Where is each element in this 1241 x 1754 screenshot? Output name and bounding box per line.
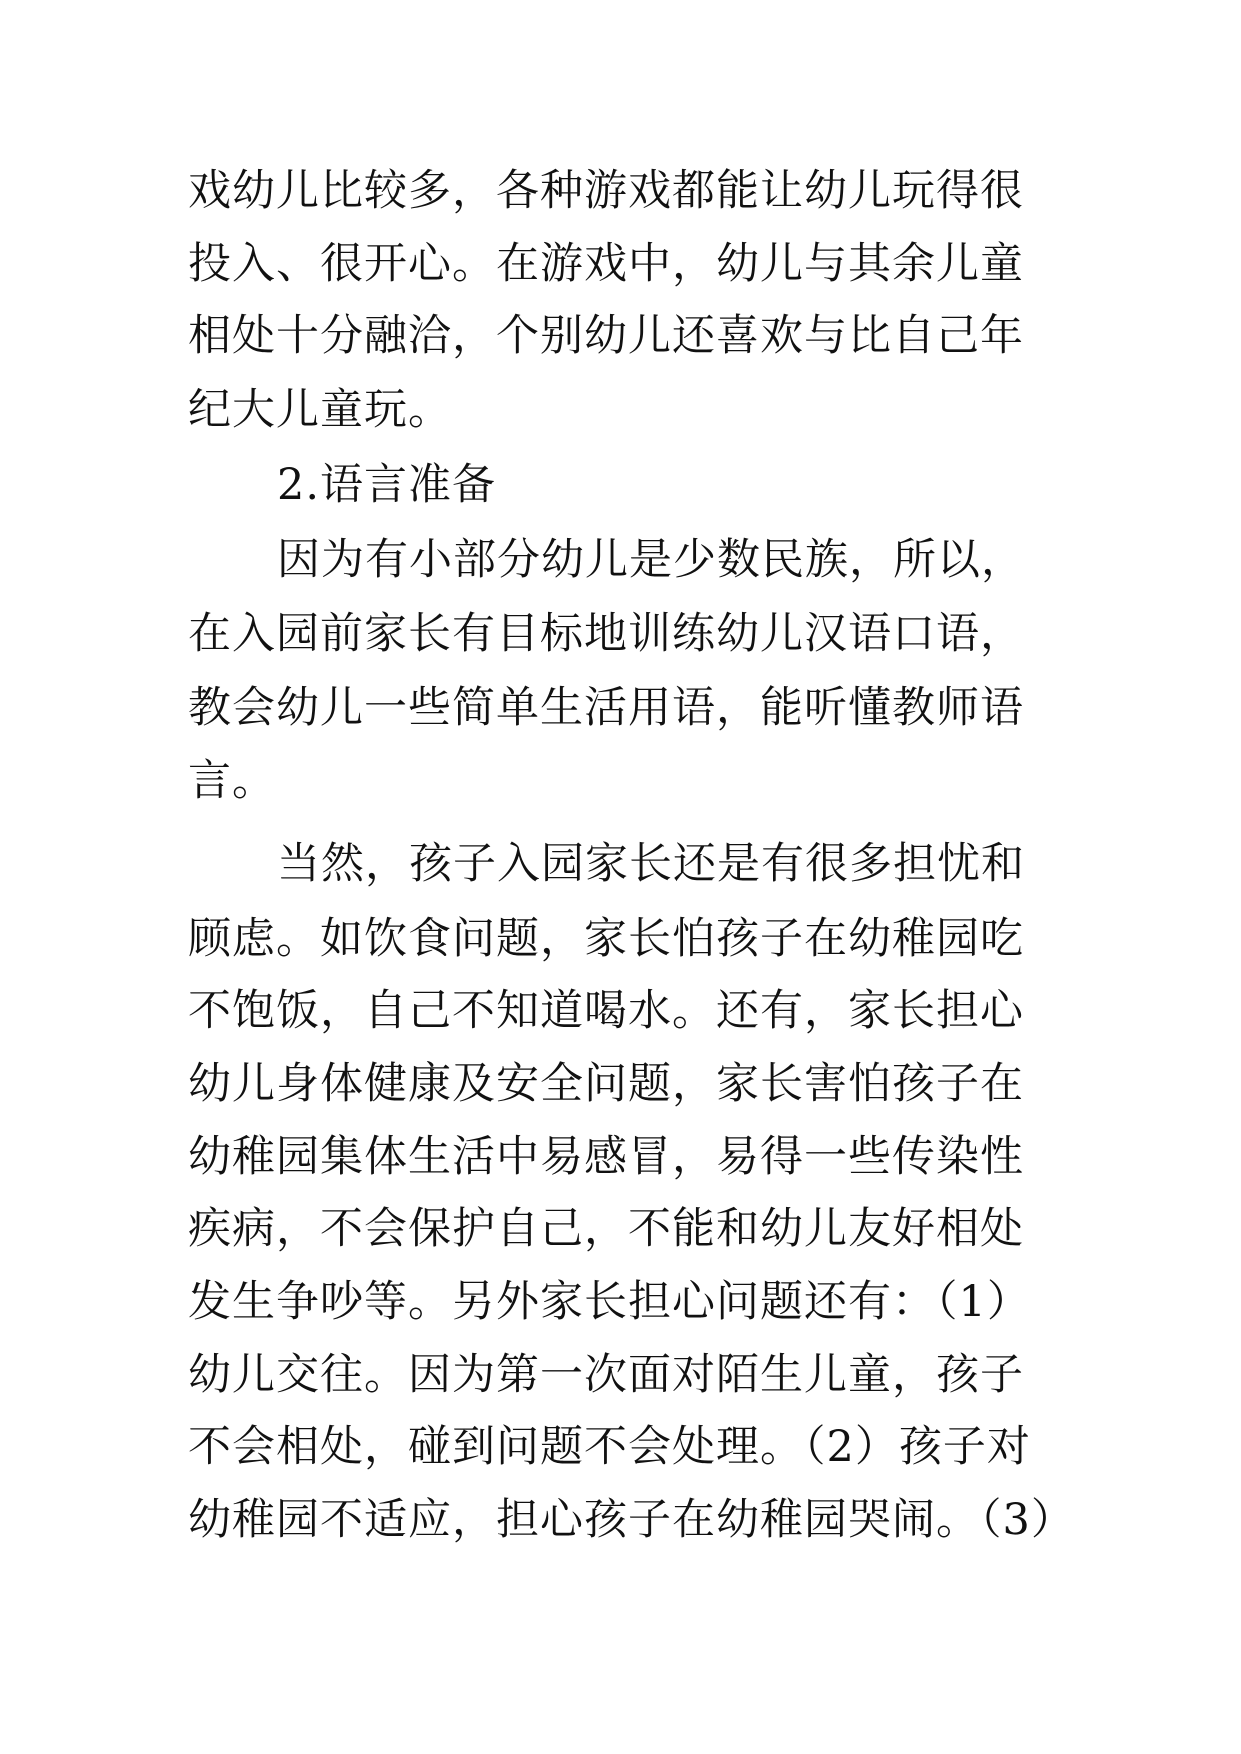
- text-line: 教会幼儿一些简单生活用语，能听懂教师语: [188, 683, 1024, 733]
- text-line: 幼稚园集体生活中易感冒，易得一些传染性: [188, 1132, 1024, 1182]
- section-heading: 2.语言准备: [277, 460, 497, 510]
- text-line: 当然，孩子入园家长还是有很多担忧和: [277, 839, 1025, 889]
- text-line: 幼稚园不适应，担心孩子在幼稚园哭闹。（3）: [188, 1495, 1075, 1545]
- text-line: 不会相处，碰到问题不会处理。（2）孩子对: [188, 1422, 1031, 1472]
- text-line: 言。: [188, 756, 276, 806]
- text-line: 不饱饭，自己不知道喝水。还有，家长担心: [188, 986, 1024, 1036]
- text-line: 疾病，不会保护自己，不能和幼儿友好相处: [188, 1204, 1024, 1254]
- text-line: 在入园前家长有目标地训练幼儿汉语口语，: [188, 609, 1024, 659]
- text-line: 因为有小部分幼儿是少数民族，所以，: [277, 535, 1025, 585]
- text-line: 投入、很开心。在游戏中，幼儿与其余儿童: [188, 239, 1024, 289]
- text-line: 戏幼儿比较多，各种游戏都能让幼儿玩得很: [188, 166, 1024, 216]
- text-line: 幼儿交往。因为第一次面对陌生儿童，孩子: [188, 1350, 1024, 1400]
- text-line: 相处十分融洽，个别幼儿还喜欢与比自己年: [188, 311, 1024, 361]
- text-line: 幼儿身体健康及安全问题，家长害怕孩子在: [188, 1059, 1024, 1109]
- text-line: 发生争吵等。另外家长担心问题还有：（1）: [188, 1277, 1031, 1327]
- text-line: 顾虑。如饮食问题，家长怕孩子在幼稚园吃: [188, 914, 1024, 964]
- text-line: 纪大儿童玩。: [188, 385, 452, 435]
